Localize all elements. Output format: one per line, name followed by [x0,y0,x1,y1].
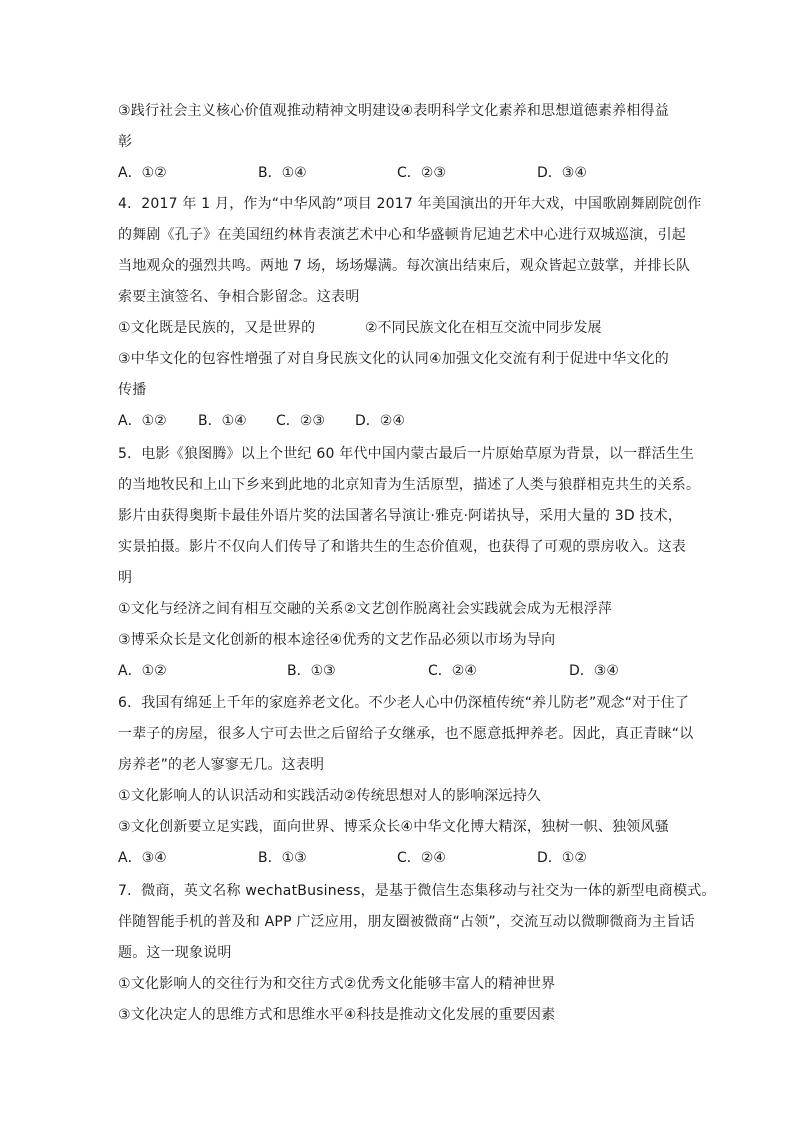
q4-item-1: ①文化既是民族的，又是世界的 [118,320,316,336]
q6-item-3-4: ③文化创新要立足实践，面向世界、博采众长④中华文化博大精深，独树一帜、独领风骚 [118,819,669,835]
q4-stem-line: 当地观众的强烈共鸣。两地 7 场，场场爆满。每次演出结束后，观众皆起立鼓掌，并排长队 [118,258,691,274]
q6-stem-line: 房养老”的老人寥寥无几。这表明 [118,757,325,773]
q4-stem-line: 的舞剧《孔子》在美国纽约林肯表演艺术中心和华盛顿肯尼迪艺术中心进行双城巡演，引起 [118,227,686,243]
q7-stem-line: 题。这一现象说明 [118,945,232,961]
q7-item-1-2: ①文化影响人的交往行为和交往方式②优秀文化能够丰富人的精神世界 [118,976,556,992]
q5-stem-line: 的当地牧民和上山下乡来到此地的北京知青为生活原型，描述了人类与狼群相克共生的关系。 [118,477,701,493]
q3-item-line: ③践行社会主义核心价值观推动精神文明建设④表明科学文化素养和思想道德素养相得益 [118,103,669,119]
q4-item-2: ②不同民族文化在相互交流中同步发展 [365,320,602,336]
q6-option-a: A．③④ [118,850,167,866]
q4-stem-line: 索要主演签名、争相合影留念。这表明 [118,289,360,305]
q5-option-c: C．②④ [428,663,477,679]
q7-stem-line: 伴随智能手机的普及和 APP 广泛应用，朋友圈被微商“占领”，交流互动以微聊微商为主旨话 [118,914,695,930]
q7-stem-line: 7．微商，英文名称 wechatBusiness，是基于微信生态集移动与社交为一体的新型电商模式。 [118,883,716,899]
q5-option-d: D．③④ [569,663,619,679]
q5-item-3-4: ③博采众长是文化创新的根本途径④优秀的文艺作品必须以市场为导向 [118,632,556,648]
q7-item-3-4: ③文化决定人的思维方式和思维水平④科技是推动文化发展的重要因素 [118,1007,556,1023]
q4-item-3-4: ③中华文化的包容性增强了对自身民族文化的认同④加强文化交流有利于促进中华文化的 [118,351,669,367]
q6-stem-line: 一辈子的房屋，很多人宁可去世之后留给子女继承，也不愿意抵押养老。因此，真正青睐“以 [118,726,694,742]
q4-option-c: C．②③ [276,413,325,429]
q6-stem-line: 6．我国有绵延上千年的家庭养老文化。不少老人心中仍深植传统“养儿防老”观念“对于住了 [118,695,690,711]
q5-item-1-2: ①文化与经济之间有相互交融的关系②文艺创作脱离社会实践就会成为无根浮萍 [118,601,613,617]
q3-item-line-cont: 彰 [118,134,133,150]
q4-option-b: B．①④ [198,413,247,429]
q5-option-b: B．①③ [287,663,336,679]
q4-option-a: A．①② [118,413,167,429]
q5-option-a: A．①② [118,663,167,679]
q5-stem-line: 5．电影《狼图腾》以上个世纪 60 年代中国内蒙古最后一片原始草原为背景，以一群活生生 [118,446,695,462]
q5-stem-line: 明 [118,570,133,586]
q6-option-c: C．②④ [397,850,446,866]
q3-option-a: A．①② [118,165,167,181]
q6-option-b: B．①③ [258,850,307,866]
q3-option-d: D．③④ [537,165,587,181]
q4-stem-line: 4．2017 年 1 月，作为“中华风韵”项目 2017 年美国演出的开年大戏，中国歌剧舞剧院创作 [118,196,702,212]
q3-option-b: B．①④ [258,165,307,181]
q4-option-d: D．②④ [355,413,405,429]
q6-item-1-2: ①文化影响人的认识活动和实践活动②传统思想对人的影响深远持久 [118,788,542,804]
q5-stem-line: 影片由获得奥斯卡最佳外语片奖的法国著名导演让·雅克·阿诺执导，采用大量的 3D 技术， [118,508,683,524]
q5-stem-line: 实景拍摄。影片不仅向人们传导了和谐共生的生态价值观，也获得了可观的票房收入。这表 [118,539,686,555]
q3-option-c: C．②③ [397,165,446,181]
q6-option-d: D．①② [537,850,587,866]
q4-item-line-cont: 传播 [118,382,147,398]
